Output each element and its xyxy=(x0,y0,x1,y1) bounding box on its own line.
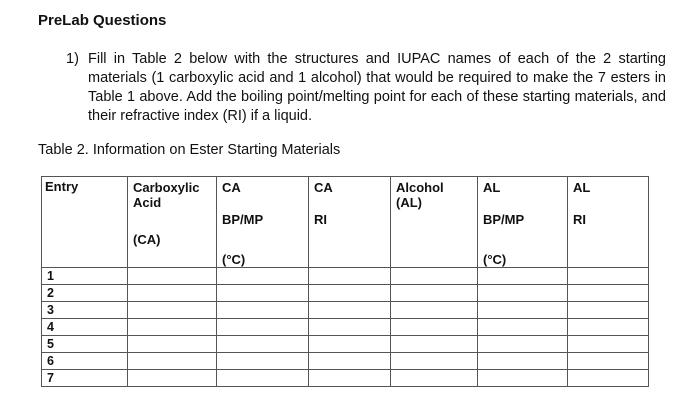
header-ca-ri xyxy=(309,177,391,268)
header-al-bp-mp xyxy=(478,177,568,268)
alcohol-cell[interactable] xyxy=(391,336,478,353)
ca-bp-mp-cell[interactable] xyxy=(217,370,309,387)
ca-ri-cell[interactable] xyxy=(309,319,391,336)
header-al-ri-sub: RI xyxy=(573,212,586,227)
ca-bp-mp-cell[interactable] xyxy=(217,336,309,353)
alcohol-cell[interactable] xyxy=(391,302,478,319)
carboxylic-acid-cell[interactable] xyxy=(128,285,217,302)
page-heading: PreLab Questions xyxy=(38,12,167,29)
alcohol-cell[interactable] xyxy=(391,285,478,302)
header-al-ri xyxy=(568,177,649,268)
carboxylic-acid-cell[interactable] xyxy=(128,370,217,387)
ca-ri-cell[interactable] xyxy=(309,285,391,302)
al-ri-cell[interactable] xyxy=(568,302,649,319)
table-row xyxy=(42,336,649,353)
ca-ri-cell[interactable] xyxy=(309,370,391,387)
entry-number: 6 xyxy=(42,353,128,370)
table-row xyxy=(42,302,649,319)
ca-ri-cell[interactable] xyxy=(309,268,391,285)
table-header-row xyxy=(42,177,649,268)
table-row xyxy=(42,319,649,336)
carboxylic-acid-cell[interactable] xyxy=(128,319,217,336)
ca-bp-mp-cell[interactable] xyxy=(217,353,309,370)
alcohol-cell[interactable] xyxy=(391,353,478,370)
alcohol-cell[interactable] xyxy=(391,370,478,387)
header-entry xyxy=(42,177,128,268)
entry-number: 2 xyxy=(42,285,128,302)
carboxylic-acid-cell[interactable] xyxy=(128,268,217,285)
table-caption: Table 2. Information on Ester Starting Materials xyxy=(38,142,341,158)
header-al-bp-label: AL xyxy=(483,180,501,195)
header-carboxylic-acid-abbr: (CA) xyxy=(133,232,161,247)
al-bp-mp-cell[interactable] xyxy=(478,370,568,387)
carboxylic-acid-cell[interactable] xyxy=(128,336,217,353)
header-ca-bp-sub: BP/MP xyxy=(222,212,264,227)
question-number: 1) xyxy=(66,51,79,67)
al-bp-mp-cell[interactable] xyxy=(478,285,568,302)
ca-ri-cell[interactable] xyxy=(309,336,391,353)
al-ri-cell[interactable] xyxy=(568,319,649,336)
header-alcohol-abbr: (AL) xyxy=(396,195,422,210)
header-entry-label: Entry xyxy=(45,179,79,194)
starting-materials-table xyxy=(41,176,649,387)
prelab-question-1 xyxy=(66,50,666,126)
table-row xyxy=(42,285,649,302)
header-al-bp-unit: (°C) xyxy=(483,252,507,267)
table-row xyxy=(42,353,649,370)
ca-ri-cell[interactable] xyxy=(309,353,391,370)
header-alcohol xyxy=(391,177,478,268)
entry-number: 5 xyxy=(42,336,128,353)
ca-ri-cell[interactable] xyxy=(309,302,391,319)
header-al-bp-sub: BP/MP xyxy=(483,212,525,227)
table-row xyxy=(42,370,649,387)
al-bp-mp-cell[interactable] xyxy=(478,319,568,336)
entry-number: 4 xyxy=(42,319,128,336)
header-carboxylic-acid-label: Carboxylic Acid xyxy=(133,180,200,210)
al-bp-mp-cell[interactable] xyxy=(478,268,568,285)
al-ri-cell[interactable] xyxy=(568,268,649,285)
alcohol-cell[interactable] xyxy=(391,319,478,336)
ca-bp-mp-cell[interactable] xyxy=(217,319,309,336)
ca-bp-mp-cell[interactable] xyxy=(217,302,309,319)
ca-bp-mp-cell[interactable] xyxy=(217,268,309,285)
al-ri-cell[interactable] xyxy=(568,336,649,353)
header-ca-bp-unit: (°C) xyxy=(222,252,246,267)
ca-bp-mp-cell[interactable] xyxy=(217,285,309,302)
al-bp-mp-cell[interactable] xyxy=(478,336,568,353)
table-row xyxy=(42,268,649,285)
header-ca-bp-label: CA xyxy=(222,180,241,195)
header-ca-ri-label: CA xyxy=(314,180,333,195)
header-carboxylic-acid xyxy=(128,177,217,268)
al-bp-mp-cell[interactable] xyxy=(478,353,568,370)
header-al-ri-label: AL xyxy=(573,180,591,195)
entry-number: 7 xyxy=(42,370,128,387)
al-bp-mp-cell[interactable] xyxy=(478,302,568,319)
carboxylic-acid-cell[interactable] xyxy=(128,353,217,370)
entry-number: 1 xyxy=(42,268,128,285)
header-ca-ri-sub: RI xyxy=(314,212,327,227)
entry-number: 3 xyxy=(42,302,128,319)
al-ri-cell[interactable] xyxy=(568,285,649,302)
question-text: Fill in Table 2 below with the structures and IUPAC names of each of the 2 starting materials (1 carboxylic acid and 1 alcohol) that would be required to make the 7 esters in Table 1 above. Add the boiling point/melting point for each of these starting materials, and their refractive index (RI) if a liquid. xyxy=(88,51,666,124)
al-ri-cell[interactable] xyxy=(568,370,649,387)
alcohol-cell[interactable] xyxy=(391,268,478,285)
header-alcohol-label: Alcohol xyxy=(396,180,444,195)
al-ri-cell[interactable] xyxy=(568,353,649,370)
carboxylic-acid-cell[interactable] xyxy=(128,302,217,319)
header-ca-bp-mp xyxy=(217,177,309,268)
